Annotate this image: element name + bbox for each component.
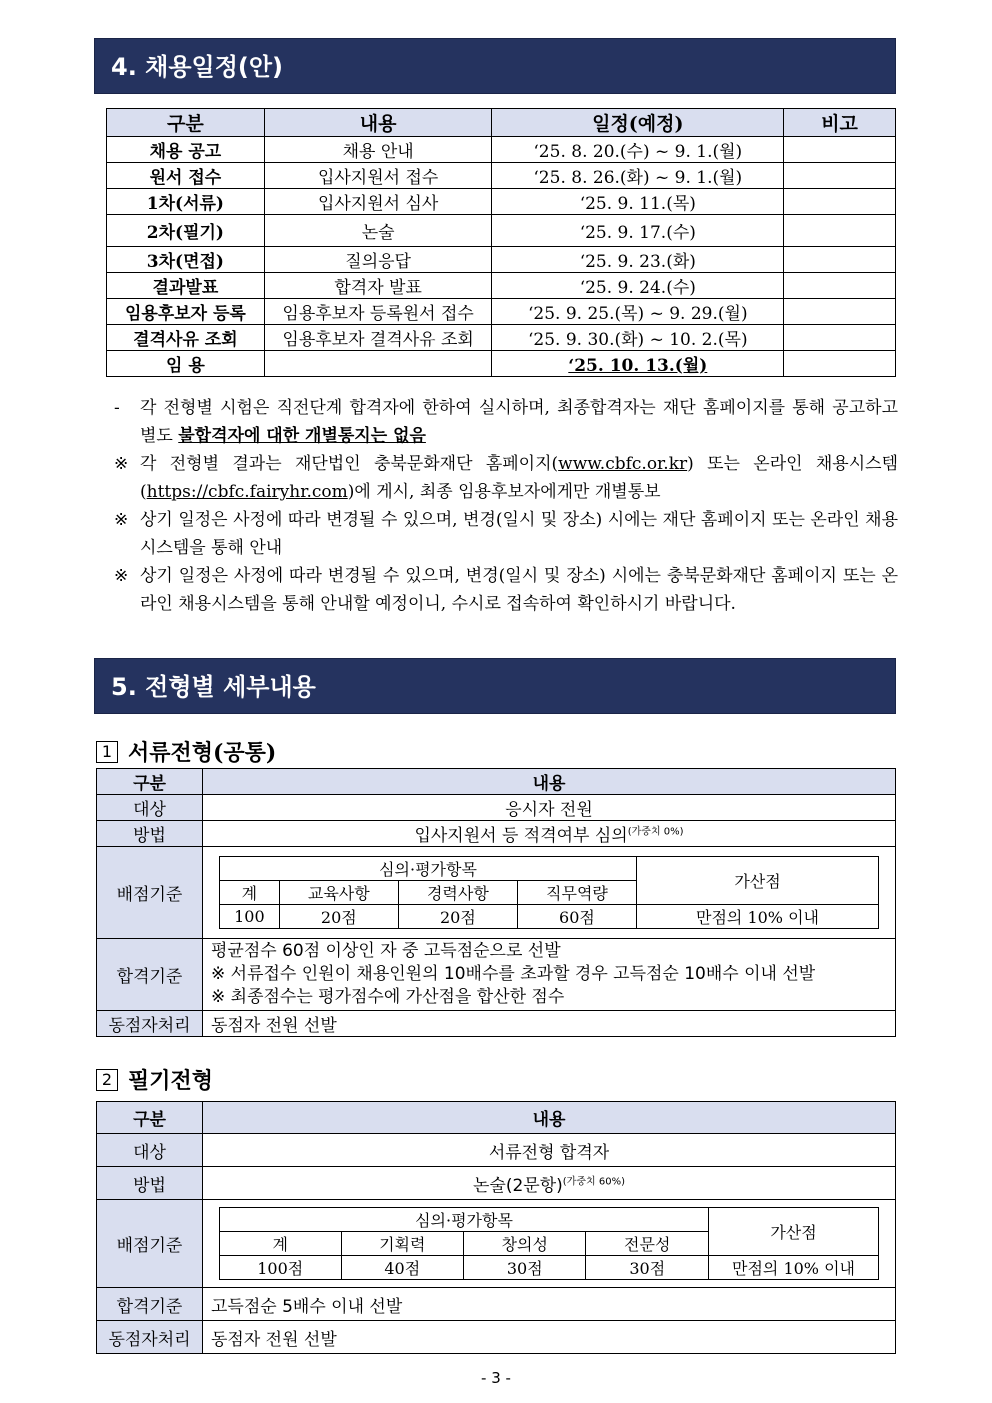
table-row: [97, 939, 896, 1011]
note-text: 상기 일정은 사정에 따라 변경될 수 있으며, 변경(일시 및 장소) 시에는 충북문화재단 홈페이지 또는 온라인 채용시스템을 통해 안내할 예정이니, 수시로 접속하여 확인하시기 바랍니다.: [140, 566, 898, 614]
inner-header: 가산점: [637, 857, 879, 905]
inner-bonus: 만점의 10% 이내: [709, 1256, 879, 1280]
row-content: 입사지원서 접수: [264, 163, 492, 189]
note-text: 상기 일정은 사정에 따라 변경될 수 있으며, 변경(일시 및 장소) 시에는 재단 홈페이지 또는 온라인 채용시스템을 통해 안내: [140, 510, 898, 558]
inner-header: 가산점: [709, 1208, 879, 1256]
row-label: 결과발표: [107, 273, 265, 299]
table-row: [97, 821, 896, 847]
header-cell: 비고: [784, 109, 896, 137]
table-header-row: [107, 109, 896, 137]
row-label: 결격사유 조회: [107, 325, 265, 351]
row-content: 임용후보자 결격사유 조회: [264, 325, 492, 351]
note-item: [114, 562, 898, 618]
table-row: [107, 325, 896, 351]
row-note: [784, 351, 896, 377]
row-date: ‘25. 8. 20.(수) ~ 9. 1.(월): [492, 137, 784, 163]
row-date: ‘25. 9. 17.(수): [492, 215, 784, 247]
row-note: [784, 273, 896, 299]
note-item: [114, 506, 898, 562]
inner-value: 30점: [464, 1256, 586, 1280]
row-value: 동점자 전원 선발: [203, 1321, 896, 1354]
table-row: [107, 247, 896, 273]
inner-col: 기획력: [341, 1232, 463, 1256]
header-cell: 구분: [97, 1102, 203, 1134]
score-table: [219, 856, 879, 929]
inner-col: 계: [220, 1232, 342, 1256]
table-row: [97, 1321, 896, 1354]
pass-line: ※ 최종점수는 평가점수에 가산점을 합산한 점수: [211, 987, 565, 1007]
row-label: 채용 공고: [107, 137, 265, 163]
number-box: 1: [96, 741, 118, 763]
row-label: 1차(서류): [107, 189, 265, 215]
row-note: [784, 247, 896, 273]
row-key: 대상: [97, 1134, 203, 1167]
header-cell: 일정(예정): [492, 109, 784, 137]
inner-value: 100점: [220, 1256, 342, 1280]
notes-block: [114, 394, 898, 618]
section-5-title: 5. 전형별 세부내용: [111, 673, 316, 701]
note-text: )에 게시, 최종 임용후보자에게만 개별통보: [347, 482, 661, 502]
recruit-system-link[interactable]: https://cbfc.fairyhr.com: [146, 482, 348, 502]
row-content: 합격자 발표: [264, 273, 492, 299]
table-header-row: [97, 1102, 896, 1134]
row-date: ‘25. 9. 23.(화): [492, 247, 784, 273]
row-note: [784, 137, 896, 163]
note-text: 각 전형별 시험은 직전단계 합격자에 한하여 실시하며, 최종합격자는 재단 홈페이지를 통해 공고하고 별도: [140, 398, 898, 446]
doc-screening-title: [96, 736, 276, 767]
row-date: ‘25. 9. 25.(목) ~ 9. 29.(월): [492, 299, 784, 325]
row-date: ‘25. 8. 26.(화) ~ 9. 1.(월): [492, 163, 784, 189]
row-value: [203, 821, 896, 847]
row-key: 방법: [97, 821, 203, 847]
subsection-title: 서류전형(공통): [128, 740, 277, 766]
row-value: 응시자 전원: [203, 795, 896, 821]
inner-col: 교육사항: [279, 881, 398, 905]
subsection-title: 필기전형: [128, 1068, 214, 1094]
row-key: 동점자처리: [97, 1321, 203, 1354]
table-row: [107, 299, 896, 325]
inner-header: 심의·평가항목: [220, 1208, 709, 1232]
inner-col: 창의성: [464, 1232, 586, 1256]
row-content: 채용 안내: [264, 137, 492, 163]
table-row: [97, 1134, 896, 1167]
inner-bonus: 만점의 10% 이내: [637, 905, 879, 929]
row-content: 질의응답: [264, 247, 492, 273]
weight-note: (가중치 60%): [562, 1175, 625, 1187]
table-row: [97, 1167, 896, 1200]
note-mark: ※: [114, 510, 129, 530]
inner-header: 심의·평가항목: [220, 857, 637, 881]
row-key: 합격기준: [97, 1288, 203, 1321]
table-row: [107, 215, 896, 247]
pass-line: 평균점수 60점 이상인 자 중 고득점순으로 선발: [211, 941, 561, 961]
score-table: [219, 1207, 879, 1280]
row-note: [784, 215, 896, 247]
pass-line: ※ 서류접수 인원이 채용인원의 10배수를 초과할 경우 고득점순 10배수 이내 선발: [211, 964, 816, 984]
inner-value: 30점: [586, 1256, 709, 1280]
row-date: ‘25. 10. 13.(월): [492, 351, 784, 377]
row-label: 2차(필기): [107, 215, 265, 247]
row-label: 임용후보자 등록: [107, 299, 265, 325]
note-emphasis: 불합격자에 대한 개별통지는 없음: [178, 426, 426, 446]
row-value: [203, 1167, 896, 1200]
table-row: [97, 1011, 896, 1037]
inner-value: 20점: [279, 905, 398, 929]
section-4-title: 4. 채용일정(안): [111, 53, 284, 81]
doc-screening-table: [96, 768, 896, 1037]
row-value: 고득점순 5배수 이내 선발: [203, 1288, 896, 1321]
inner-col: 전문성: [586, 1232, 709, 1256]
written-exam-title: [96, 1064, 213, 1095]
table-header-row: [97, 769, 896, 795]
row-value: 동점자 전원 선발: [203, 1011, 896, 1037]
table-row: [97, 1288, 896, 1321]
table-row: [107, 351, 896, 377]
row-value: [203, 939, 896, 1011]
table-row: [107, 273, 896, 299]
section-5-header: [94, 658, 896, 714]
table-row: [107, 189, 896, 215]
row-key: 동점자처리: [97, 1011, 203, 1037]
note-item: [114, 450, 898, 506]
row-key: 배점기준: [97, 847, 203, 939]
row-date: ‘25. 9. 11.(목): [492, 189, 784, 215]
section-4-header: [94, 38, 896, 94]
method-text: 논술(2문항): [473, 1175, 563, 1196]
header-cell: 내용: [264, 109, 492, 137]
row-key: 합격기준: [97, 939, 203, 1011]
row-label: 3차(면접): [107, 247, 265, 273]
note-text: ) 또는 온라인 채용시스템(: [140, 454, 898, 502]
note-mark: ※: [114, 566, 129, 586]
row-note: [784, 299, 896, 325]
inner-value: 20점: [398, 905, 517, 929]
note-text: 각 전형별 결과는 재단법인 충북문화재단 홈페이지(: [140, 454, 559, 474]
row-content: 논술: [264, 215, 492, 247]
inner-value: 100: [220, 905, 280, 929]
row-note: [784, 325, 896, 351]
row-value: 서류전형 합격자: [203, 1134, 896, 1167]
row-date: ‘25. 9. 30.(화) ~ 10. 2.(목): [492, 325, 784, 351]
inner-col: 계: [220, 881, 280, 905]
header-cell: 내용: [203, 769, 896, 795]
header-cell: 구분: [107, 109, 265, 137]
inner-value: 40점: [341, 1256, 463, 1280]
note-mark: -: [114, 398, 120, 418]
row-date: ‘25. 9. 24.(수): [492, 273, 784, 299]
row-content: 임용후보자 등록원서 접수: [264, 299, 492, 325]
header-cell: 구분: [97, 769, 203, 795]
row-key: 배점기준: [97, 1200, 203, 1288]
table-row: [107, 163, 896, 189]
method-text: 입사지원서 등 적격여부 심의: [414, 826, 628, 846]
weight-note: (가중치 0%): [627, 826, 684, 838]
schedule-table: [106, 108, 896, 377]
row-content: [264, 351, 492, 377]
homepage-link[interactable]: www.cbfc.or.kr: [558, 454, 688, 474]
row-key: 대상: [97, 795, 203, 821]
row-note: [784, 163, 896, 189]
row-value: [203, 847, 896, 939]
number-box: 2: [96, 1069, 118, 1091]
row-content: 입사지원서 심사: [264, 189, 492, 215]
row-label: 임 용: [107, 351, 265, 377]
table-row: [97, 847, 896, 939]
inner-col: 경력사항: [398, 881, 517, 905]
table-row: [97, 1200, 896, 1288]
note-item: [114, 394, 898, 450]
row-label: 원서 접수: [107, 163, 265, 189]
row-key: 방법: [97, 1167, 203, 1200]
inner-value: 60점: [517, 905, 636, 929]
note-mark: ※: [114, 454, 129, 474]
inner-col: 직무역량: [517, 881, 636, 905]
header-cell: 내용: [203, 1102, 896, 1134]
row-note: [784, 189, 896, 215]
row-value: [203, 1200, 896, 1288]
written-exam-table: [96, 1101, 896, 1354]
table-row: [97, 795, 896, 821]
table-row: [107, 137, 896, 163]
page-number: - 3 -: [481, 1369, 511, 1387]
